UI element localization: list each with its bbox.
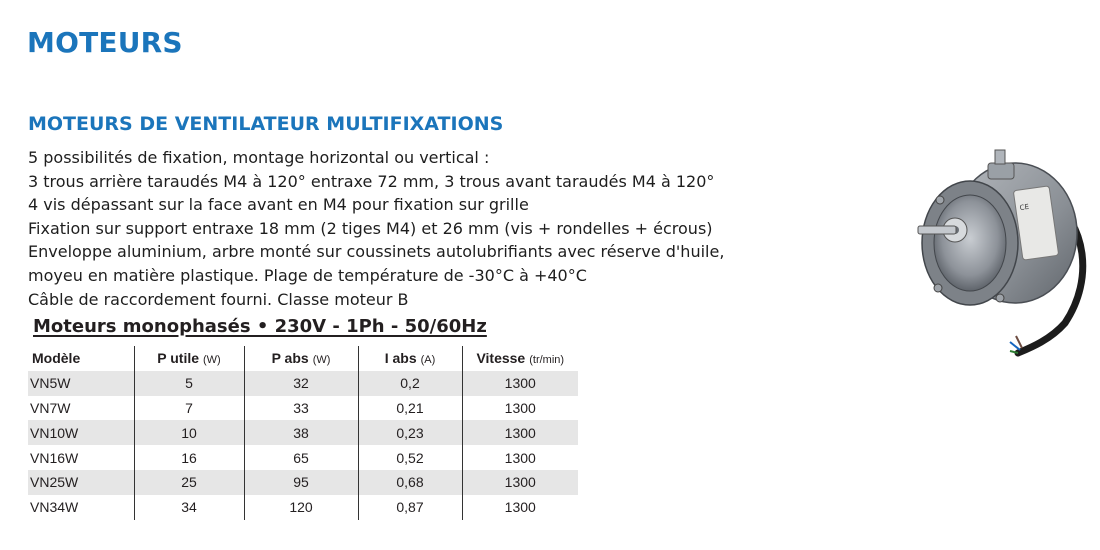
cell-p-abs: 95 <box>244 470 358 495</box>
table-title: Moteurs monophasés • 230V - 1Ph - 50/60Hz <box>33 316 487 337</box>
cell-model: VN10W <box>28 420 134 445</box>
cell-model: VN25W <box>28 470 134 495</box>
cell-p-abs: 32 <box>244 371 358 396</box>
cell-i-abs: 0,2 <box>358 371 462 396</box>
table-row <box>28 445 578 470</box>
cell-p-utile: 16 <box>134 445 244 470</box>
cell-i-abs: 0,52 <box>358 445 462 470</box>
cell-p-abs: 33 <box>244 396 358 421</box>
description-line: 5 possibilités de fixation, montage horizontal ou vertical : <box>28 148 490 167</box>
header-unit: (tr/min) <box>529 354 565 367</box>
cell-p-utile: 5 <box>134 371 244 396</box>
cell-vitesse: 1300 <box>504 399 536 416</box>
cell-p-abs: 120 <box>244 495 358 520</box>
cell-vitesse: 1300 <box>462 371 578 396</box>
header-vitesse <box>462 346 578 371</box>
page-title: MOTEURS <box>27 26 183 59</box>
table-row <box>28 371 578 396</box>
header-unit: (W) <box>203 354 221 367</box>
cell-p-utile: 25 <box>134 470 244 495</box>
description-line: Enveloppe aluminium, arbre monté sur coussinets autolubrifiants avec réserve d'huile, <box>28 242 725 262</box>
header-model <box>28 346 134 371</box>
cell-i-abs: 0,87 <box>358 495 462 520</box>
header-label: Vitesse <box>476 350 526 367</box>
cell-p-abs: 38 <box>244 420 358 445</box>
cell-model: VN16W <box>28 445 134 470</box>
cell-p-utile: 7 <box>134 396 244 421</box>
header-unit: (A) <box>420 354 436 367</box>
header-label: I abs <box>384 350 417 367</box>
table-row <box>28 495 578 520</box>
cell-p-abs: 65 <box>244 445 358 470</box>
description-line: 3 trous arrière taraudés M4 à 120° entraxe 72 mm, 3 trous avant taraudés M4 à 120° <box>28 171 715 191</box>
header-p-abs <box>244 346 358 371</box>
table-row <box>28 420 578 445</box>
table-row <box>28 470 578 495</box>
header-i-abs <box>358 346 462 371</box>
cell-i-abs: 0,21 <box>358 396 462 421</box>
cell-model: VN5W <box>28 371 134 396</box>
product-description <box>28 146 788 311</box>
cell-model: VN7W <box>28 396 134 421</box>
cell-vitesse: 1300 <box>462 420 578 445</box>
cell-vitesse: 1300 <box>504 499 536 516</box>
cell-i-abs: 0,68 <box>358 470 462 495</box>
description-line: moyeu en matière plastique. Plage de température de -30°C à +40°C <box>28 265 587 285</box>
description-line: Fixation sur support entraxe 18 mm (2 tiges M4) et 26 mm (vis + rondelles + écrous) <box>28 218 713 238</box>
cell-vitesse: 1300 <box>462 470 578 495</box>
cell-p-utile: 10 <box>134 420 244 445</box>
table-row <box>28 396 578 421</box>
cell-i-abs: 0,23 <box>358 420 462 445</box>
header-label: P abs <box>271 350 309 367</box>
motor-specs-table <box>28 346 578 520</box>
description-line: 4 vis dépassant sur la face avant en M4 pour fixation sur grille <box>28 195 529 215</box>
ce-label: CE <box>1019 202 1030 213</box>
cell-vitesse: 1300 <box>504 449 536 466</box>
header-label: P utile <box>157 350 200 367</box>
cell-model: VN34W <box>28 495 134 520</box>
table-header-row <box>28 346 578 371</box>
fan-motor-photo <box>900 128 1100 358</box>
description-line: Câble de raccordement fourni. Classe moteur B <box>28 289 409 309</box>
header-p-utile <box>134 346 244 371</box>
cell-p-utile: 34 <box>134 495 244 520</box>
header-label: Modèle <box>32 350 81 367</box>
header-unit: (W) <box>312 354 331 367</box>
section-title: MOTEURS DE VENTILATEUR MULTIFIXATIONS <box>28 113 504 135</box>
